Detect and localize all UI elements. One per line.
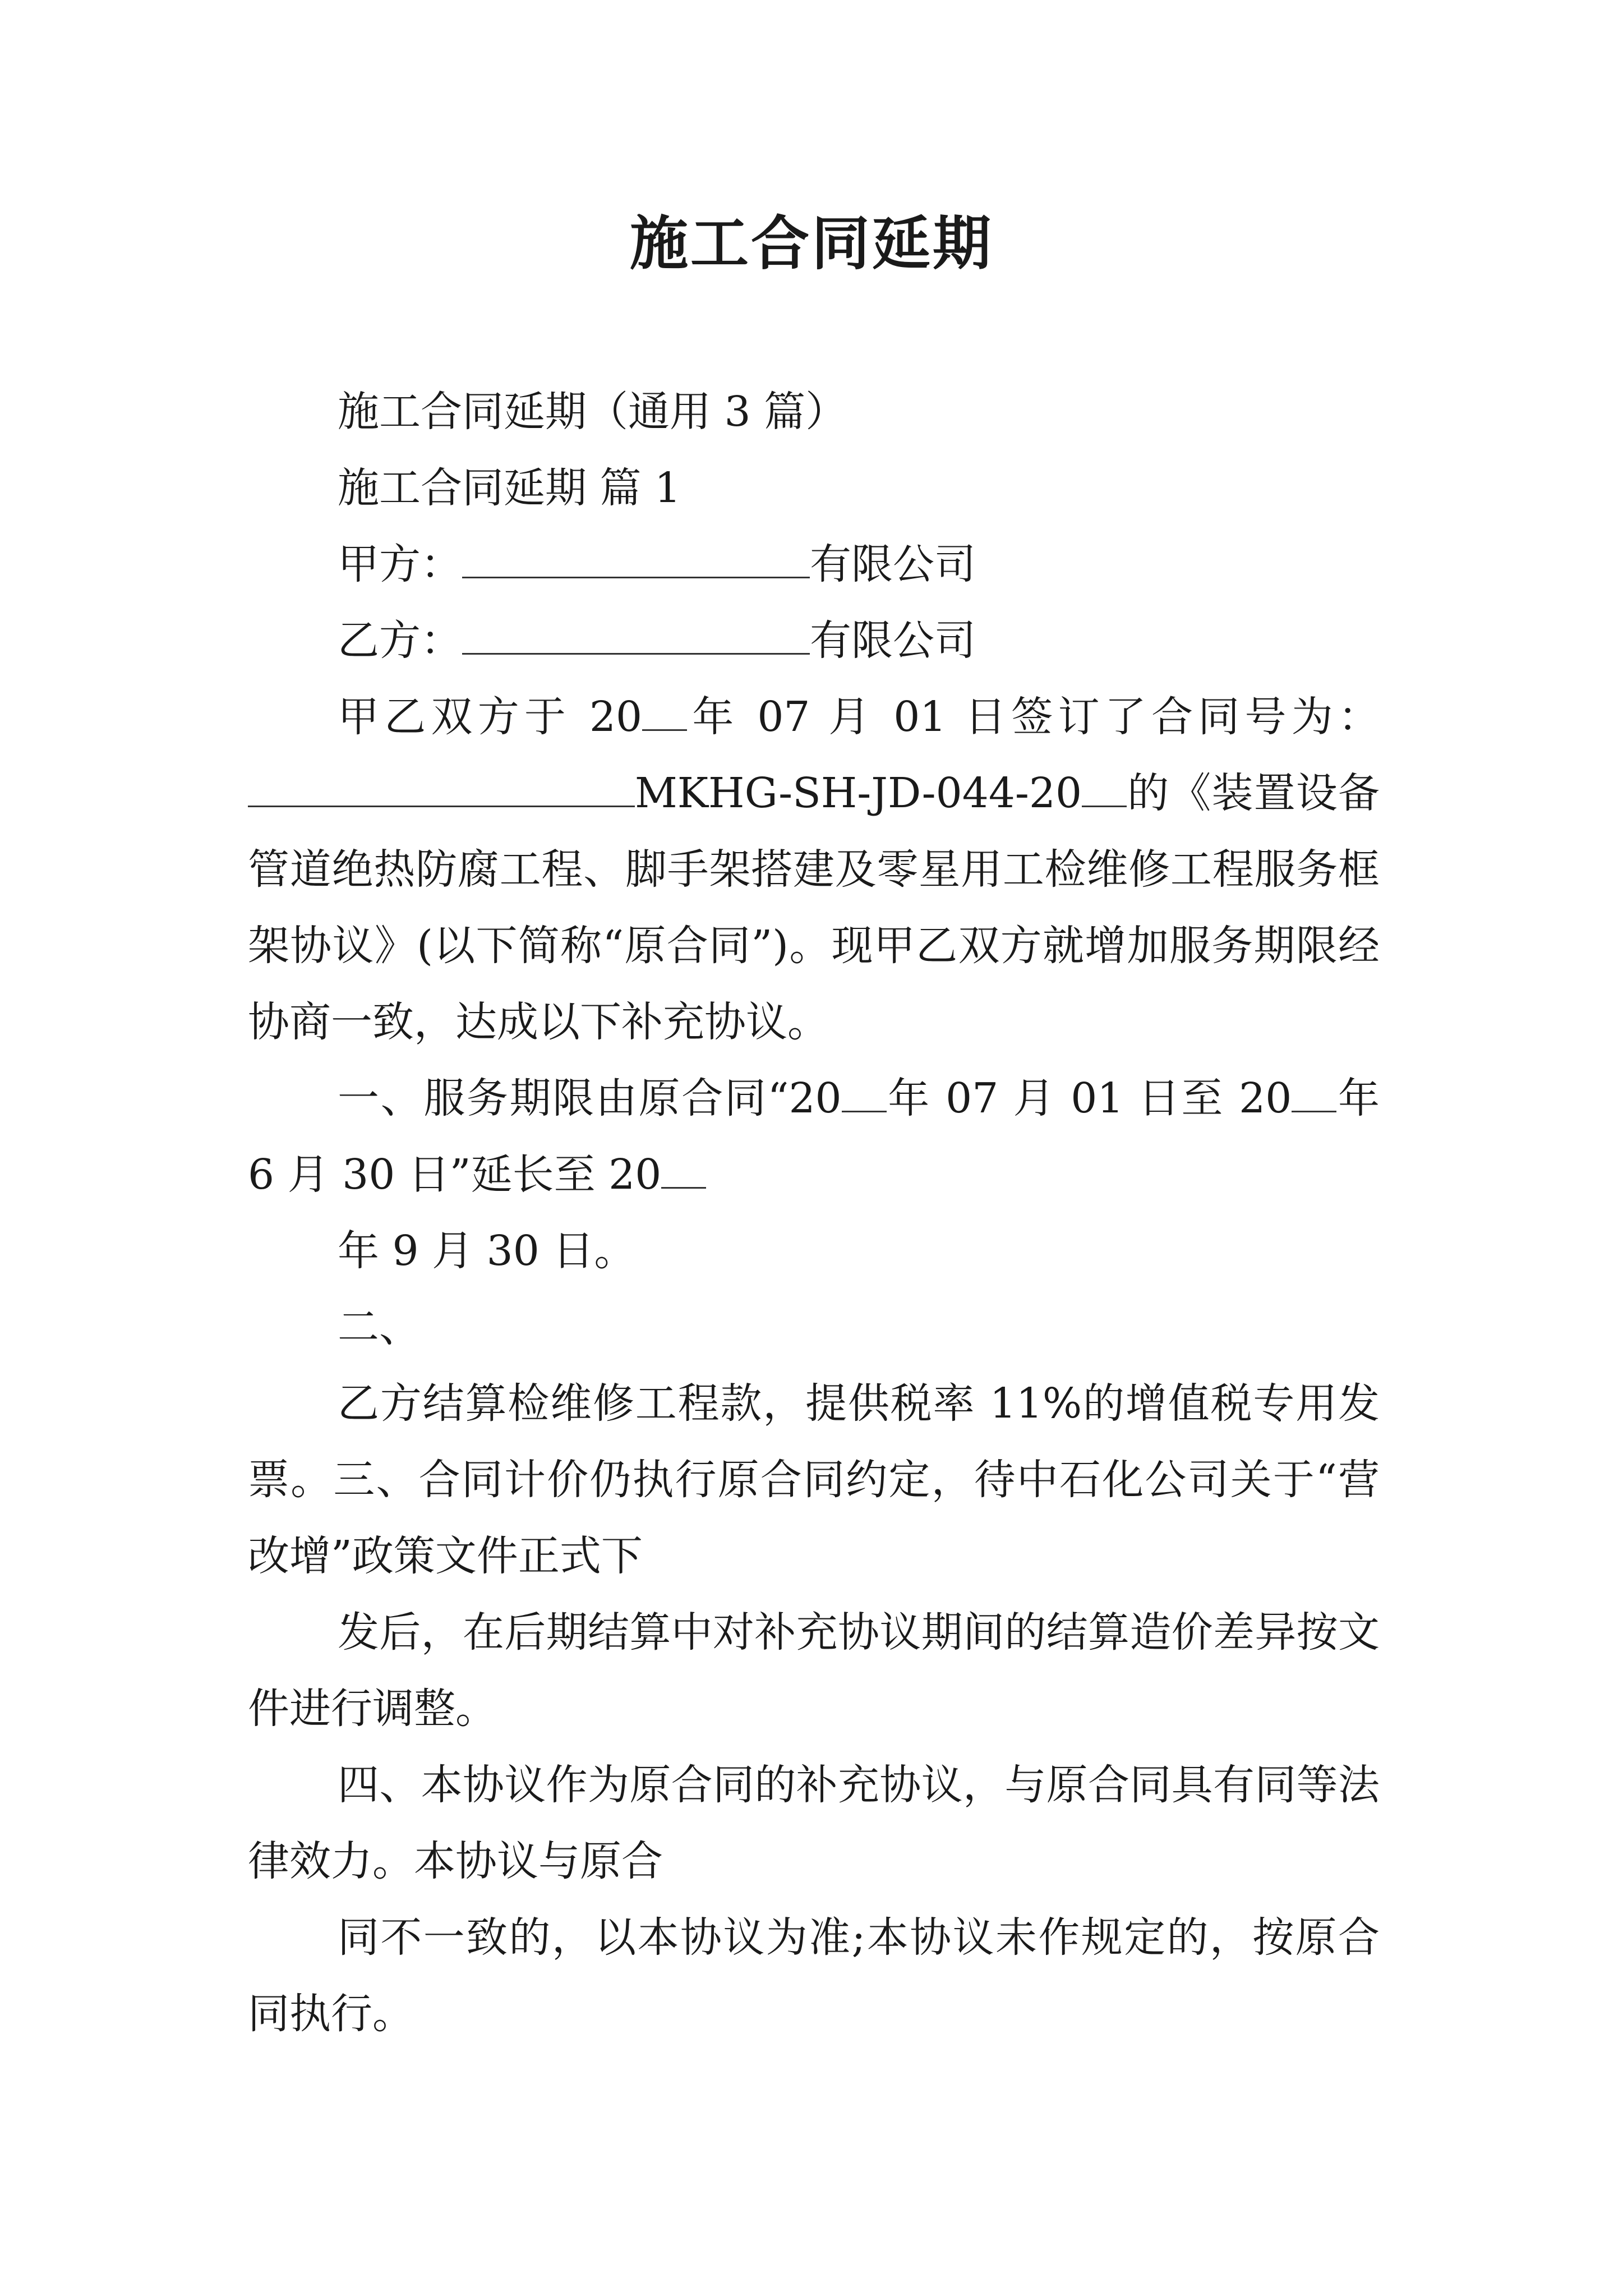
contract-year-blank — [1082, 764, 1127, 807]
clause-1 — [248, 1060, 1380, 1213]
intro-text-2: 年 07 月 01 日签订了合同号为： — [687, 693, 1380, 741]
document-body — [248, 374, 1380, 2052]
clause-2-label: 二、 — [338, 1303, 421, 1351]
contract-number-blank — [248, 764, 635, 807]
party-a-line — [248, 526, 1380, 602]
clause-4-text: 四、本协议作为原合同的补充协议，与原合同具有同等法律效力。本协议与原合 — [248, 1761, 1380, 1885]
intro-text-3: 的《装置设备管道绝热防腐工程、脚手架搭建及零星用工检维修工程服务框架协议》(以下简称“原合同”)。现甲乙双方就增加服务期限经协商一致，达成以下补充协议。 — [248, 769, 1380, 1046]
intro-text-1: 甲乙双方于 20 — [338, 693, 643, 741]
clause-1-blank-1 — [842, 1069, 887, 1112]
clause-1-blank-3 — [661, 1145, 706, 1189]
clause-1-text-2: 年 07 月 01 日至 20 — [886, 1074, 1292, 1122]
clause-1-text-3: 年 6 月 30 日”延长至 20 — [248, 1074, 1380, 1199]
party-b-blank — [462, 611, 810, 655]
party-b-label: 乙方： — [338, 616, 462, 665]
year-blank — [642, 688, 687, 731]
party-a-suffix: 有限公司 — [810, 540, 976, 588]
clause-1-text-1: 一、服务期限由原合同“20 — [338, 1074, 842, 1122]
party-b-line — [248, 602, 1380, 679]
contract-number: MKHG-SH-JD-044-20 — [635, 769, 1082, 817]
party-b-suffix: 有限公司 — [810, 616, 976, 665]
intro-paragraph — [248, 679, 1380, 1060]
clause-3-continuation: 发后，在后期结算中对补充协议期间的结算造价差异按文件进行调整。 — [248, 1608, 1380, 1733]
party-a-blank — [462, 535, 810, 578]
clause-1-blank-2 — [1292, 1069, 1336, 1112]
party-a-label: 甲方： — [338, 540, 462, 588]
section-heading: 施工合同延期 篇 1 — [338, 464, 681, 512]
document-subtitle: 施工合同延期（通用 3 篇） — [338, 388, 847, 436]
clause-4-continuation: 同不一致的，以本协议为准;本协议未作规定的，按原合同执行。 — [248, 1913, 1380, 2038]
clause-2-3-text: 乙方结算检维修工程款，提供税率 11%的增值税专用发票。三、合同计价仍执行原合同约定，待中石化公司关于“营改增”政策文件正式下 — [248, 1379, 1380, 1580]
document-title: 施工合同延期 — [629, 209, 993, 278]
clause-1-continuation: 年 9 月 30 日。 — [338, 1227, 636, 1275]
